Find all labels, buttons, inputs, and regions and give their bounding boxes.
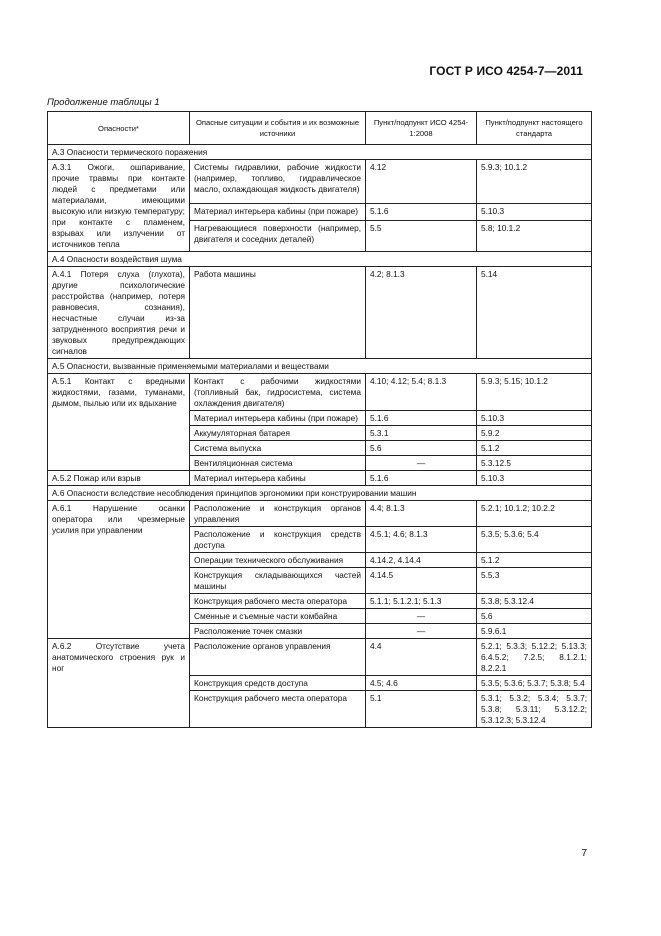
std-cell: 5.10.3 <box>477 203 592 221</box>
section-a3: А.3 Опасности термического поражения <box>48 145 592 160</box>
iso-cell: 5.1 <box>366 691 477 728</box>
hazard-cell: А.5.1 Контакт с вредными жидкостями, газами, туманами, дымом, пылью или их вдыхание <box>48 374 190 471</box>
std-cell: 5.9.3; 10.1.2 <box>477 160 592 204</box>
std-cell: 5.3.5; 5.3.6; 5.4 <box>477 527 592 553</box>
situation-cell: Конструкция рабочего места оператора <box>190 691 366 728</box>
hazard-cell: А.3.1 Ожоги, ошпаривание, прочие травмы при контакте людей с предметами или материалами, имеющими высокую или низкую температуру; при контакте с пламенем, взрывах или излучении от источников тепла <box>48 160 190 252</box>
iso-cell: 5.1.6 <box>366 471 477 486</box>
situation-cell: Расположение и конструкция средств доступа <box>190 527 366 553</box>
iso-cell: 4.14.2, 4.14.4 <box>366 553 477 568</box>
page-number: 7 <box>581 848 587 859</box>
situation-cell: Нагревающиеся поверхности (например, двигателя и соседних деталей) <box>190 221 366 252</box>
col-hazards: Опасности* <box>48 112 190 145</box>
table-row <box>48 639 592 676</box>
situation-cell: Материал интерьера кабины <box>190 471 366 486</box>
situation-cell: Система выпуска <box>190 441 366 456</box>
table-header-row <box>48 112 592 145</box>
std-cell: 5.1.2 <box>477 553 592 568</box>
situation-cell: Материал интерьера кабины (при пожаре) <box>190 203 366 221</box>
table-row <box>48 501 592 527</box>
iso-cell: 4.10; 4.12; 5.4; 8.1.3 <box>366 374 477 411</box>
iso-cell: — <box>366 456 477 471</box>
iso-cell: — <box>366 609 477 624</box>
iso-cell: 5.3.1 <box>366 426 477 441</box>
section-a6: А.6 Опасности вследствие несоблюдения принципов эргономики при конструировании машин <box>48 486 592 501</box>
std-cell: 5.9.6.1 <box>477 624 592 639</box>
situation-cell: Расположение и конструкция органов управления <box>190 501 366 527</box>
std-cell: 5.3.5; 5.3.6; 5.3.7; 5.3.8; 5.4 <box>477 676 592 691</box>
iso-cell: 5.6 <box>366 441 477 456</box>
hazards-table <box>47 111 592 728</box>
iso-cell: 5.1.6 <box>366 203 477 221</box>
std-cell: 5.1.2 <box>477 441 592 456</box>
iso-cell: 4.5.1; 4.6; 8.1.3 <box>366 527 477 553</box>
situation-cell: Аккумуляторная батарея <box>190 426 366 441</box>
iso-cell: 4.12 <box>366 160 477 204</box>
table-row <box>48 471 592 486</box>
table-row <box>48 160 592 204</box>
col-iso-clause: Пункт/подпункт ИСО 4254-1:2008 <box>366 112 477 145</box>
std-cell: 5.2.1; 10.1.2; 10.2.2 <box>477 501 592 527</box>
std-cell: 5.3.12.5 <box>477 456 592 471</box>
situation-cell: Расположение точек смазки <box>190 624 366 639</box>
situation-cell: Расположение органов управления <box>190 639 366 676</box>
situation-cell: Работа машины <box>190 267 366 359</box>
situation-cell: Конструкция складывающихся частей машины <box>190 568 366 594</box>
std-cell: 5.5.3 <box>477 568 592 594</box>
section-a5: А.5 Опасности, вызванные применяемыми материалами и веществами <box>48 359 592 374</box>
iso-cell: 5.5 <box>366 221 477 252</box>
iso-cell: 5.1.1; 5.1.2.1; 5.1.3 <box>366 594 477 609</box>
std-cell: 5.9.3; 5.15; 10.1.2 <box>477 374 592 411</box>
std-cell: 5.6 <box>477 609 592 624</box>
section-row <box>48 486 592 501</box>
section-row <box>48 252 592 267</box>
situation-cell: Контакт с рабочими жидкостями (топливный бак, гидросистема, система охлаждения двигателя) <box>190 374 366 411</box>
situation-cell: Системы гидравлики, рабочие жидкости (например, топливо, гидравлическое масло, охлаждающая жидкость двигателя) <box>190 160 366 204</box>
table-row <box>48 267 592 359</box>
situation-cell: Вентиляционная система <box>190 456 366 471</box>
section-a4: А.4 Опасности воздействия шума <box>48 252 592 267</box>
iso-cell: 4.5; 4.6 <box>366 676 477 691</box>
table-row <box>48 374 592 411</box>
std-cell: 5.14 <box>477 267 592 359</box>
hazard-cell: А.6.1 Нарушение осанки оператора или чрезмерные усилия при управлении <box>48 501 190 639</box>
iso-cell: 4.2; 8.1.3 <box>366 267 477 359</box>
std-cell: 5.2.1; 5.3.3; 5.12.2; 5.13.3; 6.4.5.2; 7.2.5; 8.1.2.1; 8.2.2.1 <box>477 639 592 676</box>
hazard-cell: А.6.2 Отсутствие учета анатомического строения рук и ног <box>48 639 190 728</box>
std-cell: 5.3.1; 5.3.2; 5.3.4; 5.3.7; 5.3.8; 5.3.11; 5.3.12.2; 5.3.12.3; 5.3.12.4 <box>477 691 592 728</box>
std-cell: 5.10.3 <box>477 471 592 486</box>
section-row <box>48 359 592 374</box>
iso-cell: — <box>366 624 477 639</box>
situation-cell: Материал интерьера кабины (при пожаре) <box>190 411 366 426</box>
col-std-clause: Пункт/подпункт настоящего стандарта <box>477 112 592 145</box>
hazard-cell: А.4.1 Потеря слуха (глухота), другие психологические расстройства (например, потеря равновесия, сознания), несчастные случаи из-за затрудненного восприятия речи и звуковых предупреждающих сигналов <box>48 267 190 359</box>
iso-cell: 5.1.6 <box>366 411 477 426</box>
situation-cell: Конструкция средств доступа <box>190 676 366 691</box>
situation-cell: Сменные и съемные части комбайна <box>190 609 366 624</box>
iso-cell: 4.14.5 <box>366 568 477 594</box>
table-caption: Продолжение таблицы 1 <box>47 97 160 108</box>
std-cell: 5.3.8; 5.3.12.4 <box>477 594 592 609</box>
standard-code: ГОСТ Р ИСО 4254-7—2011 <box>429 64 583 78</box>
iso-cell: 4.4 <box>366 639 477 676</box>
iso-cell: 4.4; 8.1.3 <box>366 501 477 527</box>
std-cell: 5.8; 10.1.2 <box>477 221 592 252</box>
situation-cell: Операции технического обслуживания <box>190 553 366 568</box>
std-cell: 5.10.3 <box>477 411 592 426</box>
situation-cell: Конструкция рабочего места оператора <box>190 594 366 609</box>
col-situations: Опасные ситуации и события и их возможные источники <box>190 112 366 145</box>
std-cell: 5.9.2 <box>477 426 592 441</box>
hazard-cell: А.5.2 Пожар или взрыв <box>48 471 190 486</box>
section-row <box>48 145 592 160</box>
